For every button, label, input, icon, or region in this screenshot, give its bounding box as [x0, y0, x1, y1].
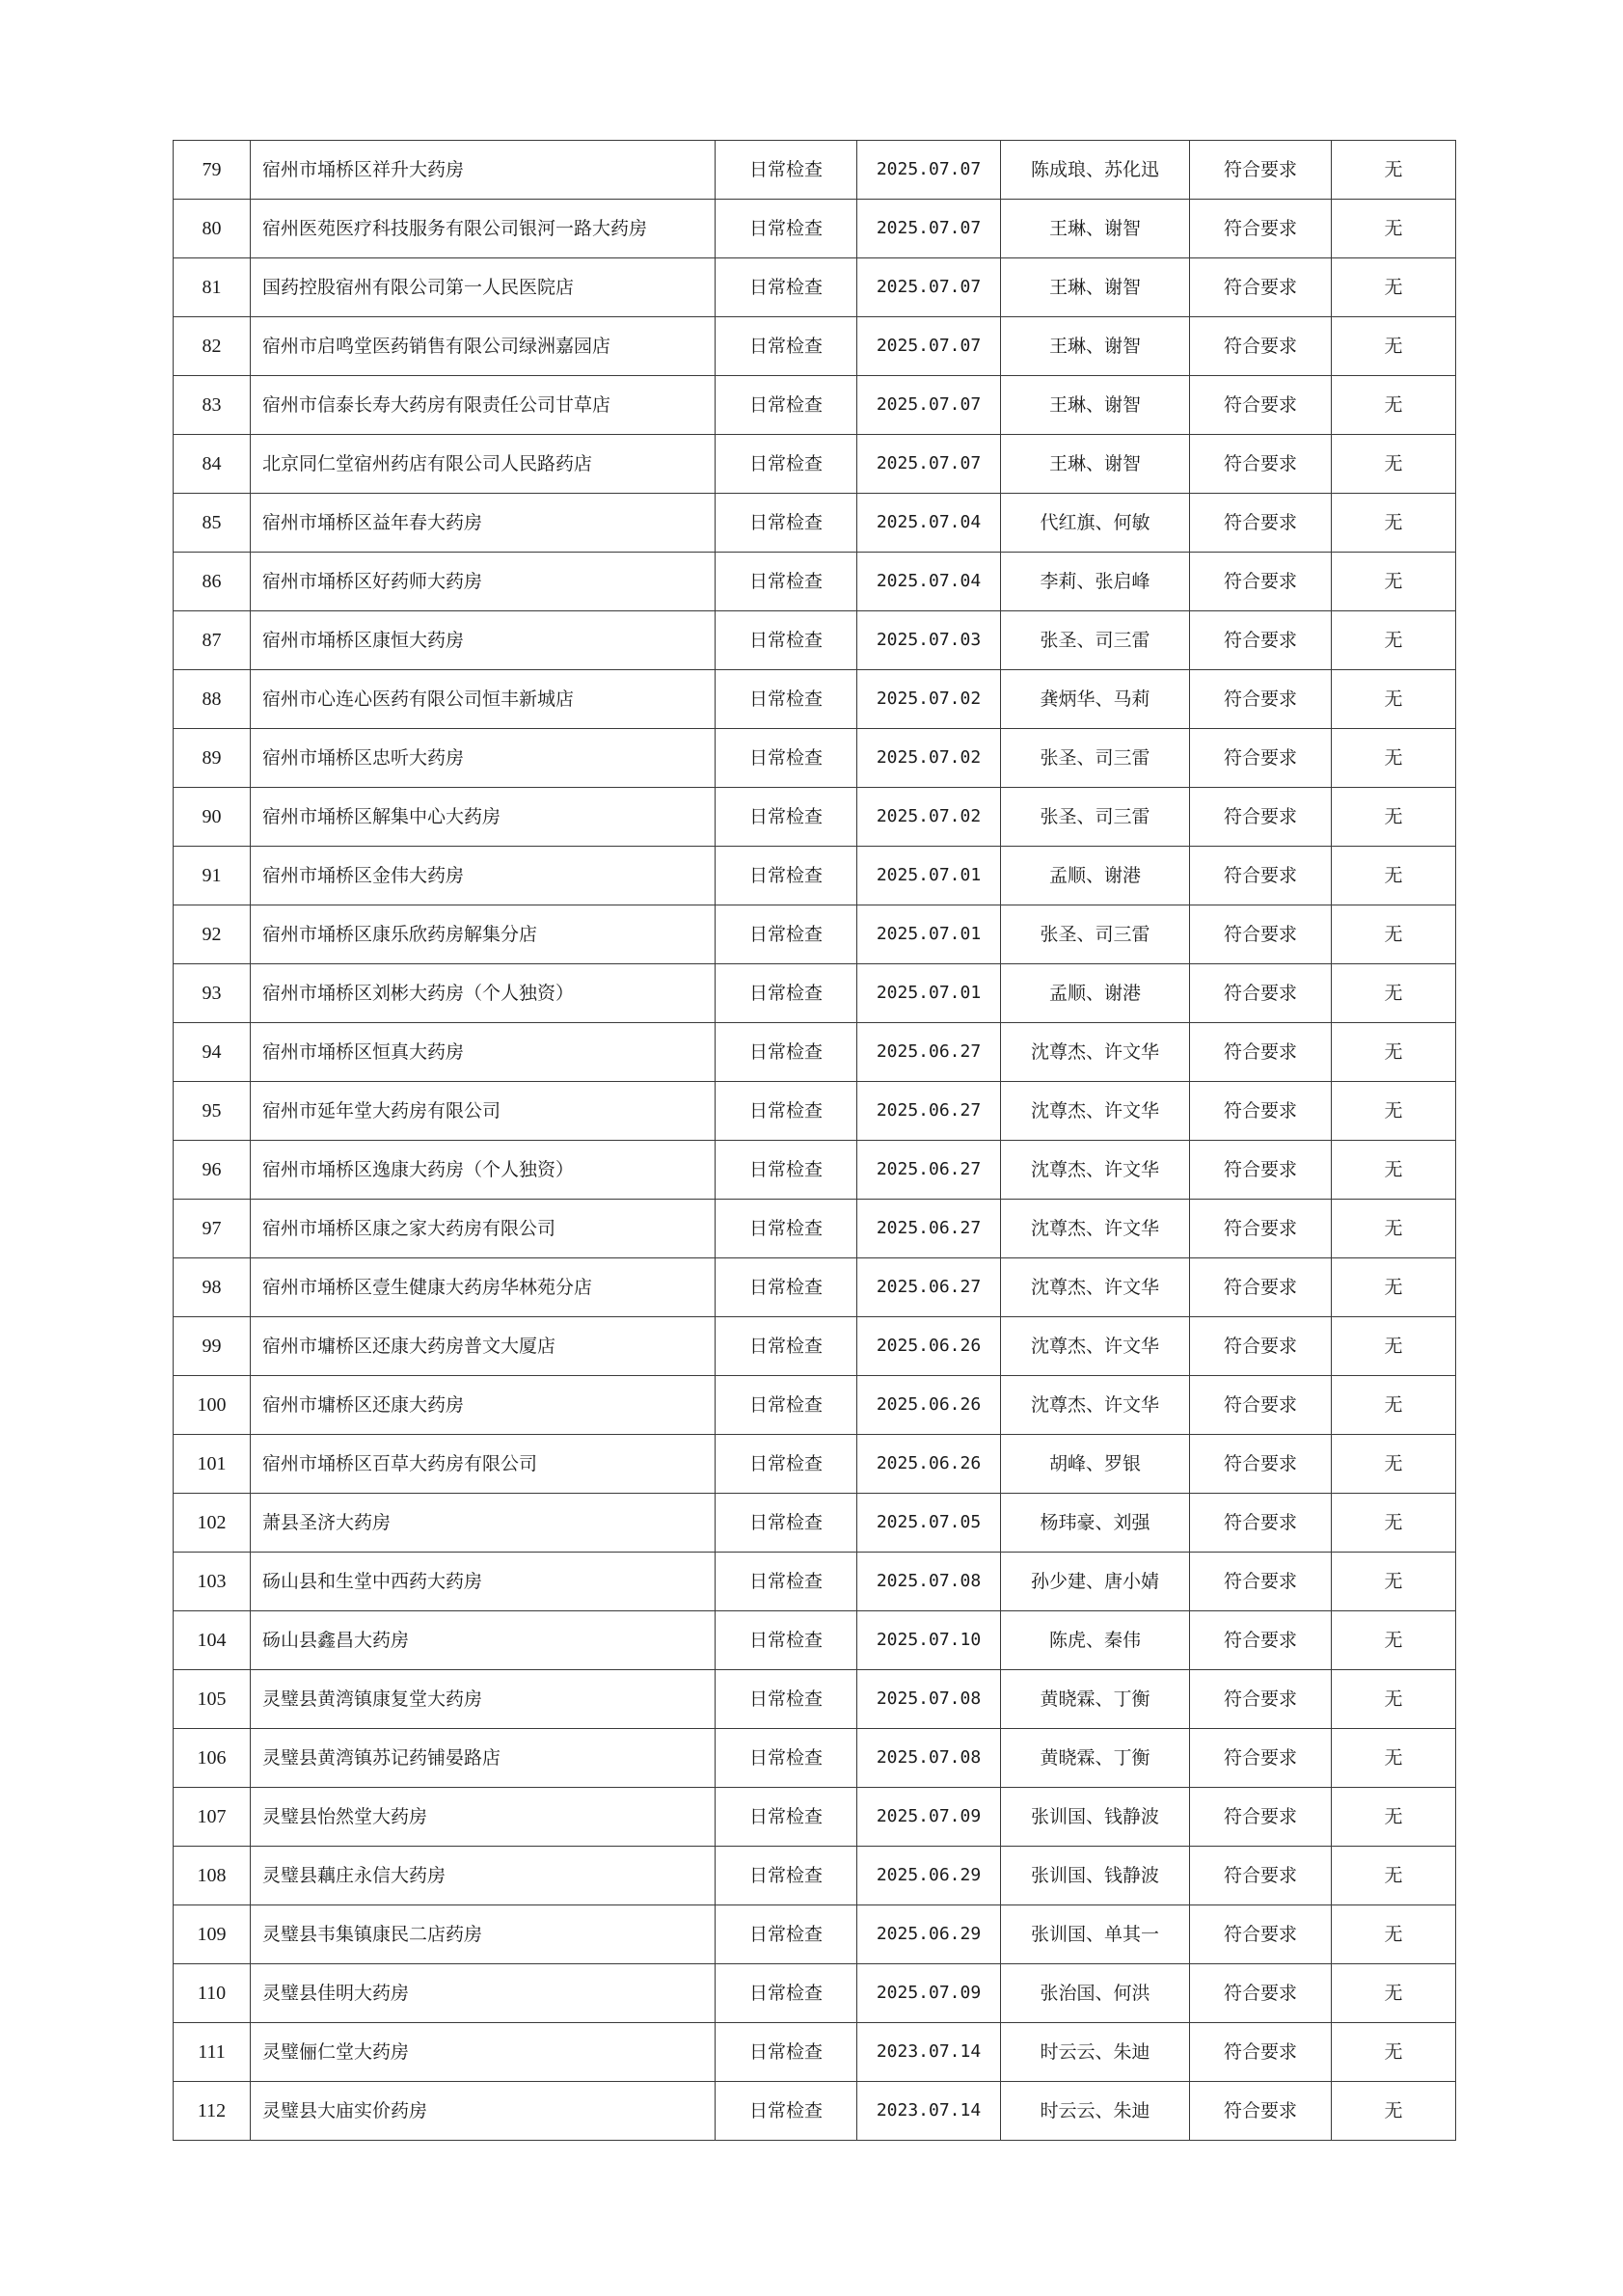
inspectors-cell: 张圣、司三雷 [1001, 905, 1190, 964]
inspectors-cell: 王琳、谢智 [1001, 258, 1190, 317]
inspection-result-cell: 符合要求 [1190, 847, 1332, 905]
table-row [174, 847, 1456, 905]
table-row [174, 611, 1456, 670]
inspection-result-cell: 符合要求 [1190, 1376, 1332, 1435]
inspection-date-cell: 2025.06.27 [857, 1141, 1001, 1200]
inspection-date-cell: 2025.06.27 [857, 1200, 1001, 1258]
inspection-type-cell: 日常检查 [716, 1611, 857, 1670]
inspection-result-cell: 符合要求 [1190, 494, 1332, 553]
inspection-result-cell: 符合要求 [1190, 1023, 1332, 1082]
inspection-type-cell: 日常检查 [716, 1317, 857, 1376]
row-number-cell: 98 [174, 1258, 251, 1317]
inspectors-cell: 张训国、单其一 [1001, 1905, 1190, 1964]
row-number-cell: 106 [174, 1729, 251, 1788]
table-row [174, 1553, 1456, 1611]
row-number-cell: 110 [174, 1964, 251, 2023]
issues-found-cell: 无 [1332, 435, 1456, 494]
issues-found-cell: 无 [1332, 1494, 1456, 1553]
inspection-date-cell: 2025.07.05 [857, 1494, 1001, 1553]
table-row [174, 1905, 1456, 1964]
issues-found-cell: 无 [1332, 2082, 1456, 2141]
row-number-cell: 93 [174, 964, 251, 1023]
inspection-type-cell: 日常检查 [716, 1082, 857, 1141]
inspection-date-cell: 2025.07.01 [857, 964, 1001, 1023]
row-number-cell: 108 [174, 1847, 251, 1905]
inspection-result-cell: 符合要求 [1190, 258, 1332, 317]
store-name-cell: 灵璧县韦集镇康民二店药房 [251, 1905, 716, 1964]
table-row [174, 435, 1456, 494]
inspection-type-cell: 日常检查 [716, 1435, 857, 1494]
table-row [174, 494, 1456, 553]
issues-found-cell: 无 [1332, 611, 1456, 670]
inspection-type-cell: 日常检查 [716, 1788, 857, 1847]
store-name-cell: 灵璧县佳明大药房 [251, 1964, 716, 2023]
store-name-cell: 宿州医苑医疗科技服务有限公司银河一路大药房 [251, 200, 716, 258]
inspectors-cell: 沈尊杰、许文华 [1001, 1317, 1190, 1376]
inspection-results-page [173, 140, 1455, 2141]
table-row [174, 670, 1456, 729]
table-row [174, 905, 1456, 964]
issues-found-cell: 无 [1332, 1258, 1456, 1317]
issues-found-cell: 无 [1332, 1670, 1456, 1729]
inspection-date-cell: 2025.07.07 [857, 376, 1001, 435]
row-number-cell: 85 [174, 494, 251, 553]
inspection-type-cell: 日常检查 [716, 1200, 857, 1258]
row-number-cell: 90 [174, 788, 251, 847]
table-row [174, 1258, 1456, 1317]
row-number-cell: 103 [174, 1553, 251, 1611]
inspection-result-cell: 符合要求 [1190, 376, 1332, 435]
inspection-result-cell: 符合要求 [1190, 1435, 1332, 1494]
inspection-result-cell: 符合要求 [1190, 1847, 1332, 1905]
issues-found-cell: 无 [1332, 1376, 1456, 1435]
table-row [174, 964, 1456, 1023]
inspection-result-cell: 符合要求 [1190, 1317, 1332, 1376]
inspection-type-cell: 日常检查 [716, 553, 857, 611]
row-number-cell: 97 [174, 1200, 251, 1258]
row-number-cell: 111 [174, 2023, 251, 2082]
inspection-date-cell: 2025.06.26 [857, 1317, 1001, 1376]
inspection-date-cell: 2025.07.07 [857, 258, 1001, 317]
store-name-cell: 宿州市埇桥区康恒大药房 [251, 611, 716, 670]
inspection-result-cell: 符合要求 [1190, 2023, 1332, 2082]
row-number-cell: 92 [174, 905, 251, 964]
store-name-cell: 宿州市墉桥区还康大药房 [251, 1376, 716, 1435]
inspection-date-cell: 2025.07.04 [857, 553, 1001, 611]
inspection-table [173, 140, 1456, 2141]
inspection-result-cell: 符合要求 [1190, 670, 1332, 729]
issues-found-cell: 无 [1332, 1788, 1456, 1847]
row-number-cell: 102 [174, 1494, 251, 1553]
inspection-date-cell: 2023.07.14 [857, 2023, 1001, 2082]
store-name-cell: 宿州市埇桥区康之家大药房有限公司 [251, 1200, 716, 1258]
issues-found-cell: 无 [1332, 1611, 1456, 1670]
issues-found-cell: 无 [1332, 1847, 1456, 1905]
inspection-date-cell: 2025.06.29 [857, 1905, 1001, 1964]
inspection-type-cell: 日常检查 [716, 258, 857, 317]
inspectors-cell: 陈虎、秦伟 [1001, 1611, 1190, 1670]
inspection-type-cell: 日常检查 [716, 317, 857, 376]
issues-found-cell: 无 [1332, 141, 1456, 200]
inspection-result-cell: 符合要求 [1190, 1258, 1332, 1317]
table-row [174, 553, 1456, 611]
store-name-cell: 萧县圣济大药房 [251, 1494, 716, 1553]
inspectors-cell: 张圣、司三雷 [1001, 729, 1190, 788]
issues-found-cell: 无 [1332, 1082, 1456, 1141]
inspection-result-cell: 符合要求 [1190, 435, 1332, 494]
inspection-date-cell: 2025.07.08 [857, 1729, 1001, 1788]
inspection-date-cell: 2025.07.02 [857, 729, 1001, 788]
issues-found-cell: 无 [1332, 1317, 1456, 1376]
table-row [174, 1788, 1456, 1847]
inspectors-cell: 张训国、钱静波 [1001, 1847, 1190, 1905]
table-row [174, 1729, 1456, 1788]
inspection-type-cell: 日常检查 [716, 611, 857, 670]
inspection-date-cell: 2025.07.01 [857, 847, 1001, 905]
inspection-result-cell: 符合要求 [1190, 141, 1332, 200]
inspection-result-cell: 符合要求 [1190, 1670, 1332, 1729]
issues-found-cell: 无 [1332, 964, 1456, 1023]
inspectors-cell: 沈尊杰、许文华 [1001, 1141, 1190, 1200]
inspection-type-cell: 日常检查 [716, 964, 857, 1023]
inspection-result-cell: 符合要求 [1190, 1729, 1332, 1788]
inspection-date-cell: 2025.07.07 [857, 200, 1001, 258]
inspection-result-cell: 符合要求 [1190, 1964, 1332, 2023]
inspection-type-cell: 日常检查 [716, 1141, 857, 1200]
inspection-date-cell: 2025.07.08 [857, 1553, 1001, 1611]
inspection-result-cell: 符合要求 [1190, 1494, 1332, 1553]
inspection-result-cell: 符合要求 [1190, 1082, 1332, 1141]
table-row [174, 200, 1456, 258]
inspection-date-cell: 2025.07.07 [857, 141, 1001, 200]
inspectors-cell: 胡峰、罗银 [1001, 1435, 1190, 1494]
issues-found-cell: 无 [1332, 905, 1456, 964]
table-row [174, 1611, 1456, 1670]
issues-found-cell: 无 [1332, 1729, 1456, 1788]
inspection-result-cell: 符合要求 [1190, 2082, 1332, 2141]
inspection-result-cell: 符合要求 [1190, 200, 1332, 258]
issues-found-cell: 无 [1332, 2023, 1456, 2082]
inspection-type-cell: 日常检查 [716, 1023, 857, 1082]
row-number-cell: 87 [174, 611, 251, 670]
row-number-cell: 88 [174, 670, 251, 729]
row-number-cell: 94 [174, 1023, 251, 1082]
inspection-type-cell: 日常检查 [716, 1729, 857, 1788]
inspection-result-cell: 符合要求 [1190, 1611, 1332, 1670]
row-number-cell: 107 [174, 1788, 251, 1847]
store-name-cell: 宿州市埇桥区刘彬大药房（个人独资） [251, 964, 716, 1023]
inspectors-cell: 沈尊杰、许文华 [1001, 1258, 1190, 1317]
inspectors-cell: 张圣、司三雷 [1001, 788, 1190, 847]
store-name-cell: 宿州市墉桥区还康大药房普文大厦店 [251, 1317, 716, 1376]
row-number-cell: 104 [174, 1611, 251, 1670]
store-name-cell: 宿州市埇桥区恒真大药房 [251, 1023, 716, 1082]
row-number-cell: 79 [174, 141, 251, 200]
inspectors-cell: 沈尊杰、许文华 [1001, 1023, 1190, 1082]
row-number-cell: 99 [174, 1317, 251, 1376]
inspection-result-cell: 符合要求 [1190, 1553, 1332, 1611]
inspectors-cell: 黄晓霖、丁衡 [1001, 1729, 1190, 1788]
table-row [174, 258, 1456, 317]
inspection-type-cell: 日常检查 [716, 2082, 857, 2141]
issues-found-cell: 无 [1332, 1905, 1456, 1964]
inspection-type-cell: 日常检查 [716, 788, 857, 847]
store-name-cell: 国药控股宿州有限公司第一人民医院店 [251, 258, 716, 317]
row-number-cell: 89 [174, 729, 251, 788]
issues-found-cell: 无 [1332, 1553, 1456, 1611]
store-name-cell: 灵璧俪仁堂大药房 [251, 2023, 716, 2082]
issues-found-cell: 无 [1332, 1141, 1456, 1200]
inspection-date-cell: 2025.07.09 [857, 1788, 1001, 1847]
inspectors-cell: 代红旗、何敏 [1001, 494, 1190, 553]
inspection-result-cell: 符合要求 [1190, 1200, 1332, 1258]
inspection-date-cell: 2025.07.10 [857, 1611, 1001, 1670]
table-row [174, 1317, 1456, 1376]
issues-found-cell: 无 [1332, 317, 1456, 376]
inspection-result-cell: 符合要求 [1190, 905, 1332, 964]
inspectors-cell: 时云云、朱迪 [1001, 2023, 1190, 2082]
row-number-cell: 96 [174, 1141, 251, 1200]
issues-found-cell: 无 [1332, 1435, 1456, 1494]
inspection-date-cell: 2025.07.08 [857, 1670, 1001, 1729]
issues-found-cell: 无 [1332, 847, 1456, 905]
inspectors-cell: 王琳、谢智 [1001, 200, 1190, 258]
inspection-date-cell: 2025.07.02 [857, 788, 1001, 847]
inspection-type-cell: 日常检查 [716, 200, 857, 258]
inspection-type-cell: 日常检查 [716, 1553, 857, 1611]
inspection-date-cell: 2025.07.01 [857, 905, 1001, 964]
inspectors-cell: 龚炳华、马莉 [1001, 670, 1190, 729]
table-row [174, 1964, 1456, 2023]
store-name-cell: 宿州市埇桥区益年春大药房 [251, 494, 716, 553]
store-name-cell: 北京同仁堂宿州药店有限公司人民路药店 [251, 435, 716, 494]
inspection-result-cell: 符合要求 [1190, 1141, 1332, 1200]
issues-found-cell: 无 [1332, 494, 1456, 553]
inspection-date-cell: 2025.06.26 [857, 1435, 1001, 1494]
inspection-result-cell: 符合要求 [1190, 729, 1332, 788]
inspection-type-cell: 日常检查 [716, 670, 857, 729]
inspectors-cell: 杨玮豪、刘强 [1001, 1494, 1190, 1553]
inspection-result-cell: 符合要求 [1190, 788, 1332, 847]
inspection-result-cell: 符合要求 [1190, 553, 1332, 611]
store-name-cell: 灵璧县怡然堂大药房 [251, 1788, 716, 1847]
inspectors-cell: 王琳、谢智 [1001, 376, 1190, 435]
table-body [174, 141, 1456, 2141]
inspection-date-cell: 2025.06.27 [857, 1023, 1001, 1082]
table-row [174, 1847, 1456, 1905]
store-name-cell: 宿州市信泰长寿大药房有限责任公司甘草店 [251, 376, 716, 435]
table-row [174, 1082, 1456, 1141]
issues-found-cell: 无 [1332, 1200, 1456, 1258]
issues-found-cell: 无 [1332, 670, 1456, 729]
table-row [174, 1435, 1456, 1494]
store-name-cell: 宿州市埇桥区金伟大药房 [251, 847, 716, 905]
row-number-cell: 81 [174, 258, 251, 317]
inspectors-cell: 王琳、谢智 [1001, 435, 1190, 494]
inspection-date-cell: 2025.06.29 [857, 1847, 1001, 1905]
issues-found-cell: 无 [1332, 788, 1456, 847]
inspection-type-cell: 日常检查 [716, 1376, 857, 1435]
store-name-cell: 宿州市埇桥区祥升大药房 [251, 141, 716, 200]
inspection-date-cell: 2023.07.14 [857, 2082, 1001, 2141]
row-number-cell: 101 [174, 1435, 251, 1494]
issues-found-cell: 无 [1332, 200, 1456, 258]
inspection-result-cell: 符合要求 [1190, 964, 1332, 1023]
table-row [174, 1200, 1456, 1258]
inspection-type-cell: 日常检查 [716, 729, 857, 788]
store-name-cell: 灵璧县藕庄永信大药房 [251, 1847, 716, 1905]
store-name-cell: 灵璧县黄湾镇康复堂大药房 [251, 1670, 716, 1729]
table-row [174, 2023, 1456, 2082]
table-row [174, 788, 1456, 847]
inspectors-cell: 孟顺、谢港 [1001, 964, 1190, 1023]
inspectors-cell: 沈尊杰、许文华 [1001, 1082, 1190, 1141]
table-row [174, 2082, 1456, 2141]
store-name-cell: 宿州市心连心医药有限公司恒丰新城店 [251, 670, 716, 729]
row-number-cell: 105 [174, 1670, 251, 1729]
store-name-cell: 宿州市埇桥区忠听大药房 [251, 729, 716, 788]
store-name-cell: 宿州市埇桥区壹生健康大药房华林苑分店 [251, 1258, 716, 1317]
table-row [174, 141, 1456, 200]
inspection-type-cell: 日常检查 [716, 1258, 857, 1317]
issues-found-cell: 无 [1332, 258, 1456, 317]
inspectors-cell: 黄晓霖、丁衡 [1001, 1670, 1190, 1729]
issues-found-cell: 无 [1332, 729, 1456, 788]
inspection-type-cell: 日常检查 [716, 1964, 857, 2023]
table-row [174, 317, 1456, 376]
issues-found-cell: 无 [1332, 1964, 1456, 2023]
inspectors-cell: 李莉、张启峰 [1001, 553, 1190, 611]
inspection-date-cell: 2025.07.09 [857, 1964, 1001, 2023]
row-number-cell: 112 [174, 2082, 251, 2141]
store-name-cell: 宿州市埇桥区解集中心大药房 [251, 788, 716, 847]
table-row [174, 376, 1456, 435]
inspection-type-cell: 日常检查 [716, 435, 857, 494]
inspection-result-cell: 符合要求 [1190, 611, 1332, 670]
inspectors-cell: 张治国、何洪 [1001, 1964, 1190, 2023]
store-name-cell: 宿州市埇桥区百草大药房有限公司 [251, 1435, 716, 1494]
inspectors-cell: 张训国、钱静波 [1001, 1788, 1190, 1847]
row-number-cell: 95 [174, 1082, 251, 1141]
table-row [174, 1376, 1456, 1435]
inspectors-cell: 张圣、司三雷 [1001, 611, 1190, 670]
table-row [174, 729, 1456, 788]
store-name-cell: 砀山县和生堂中西药大药房 [251, 1553, 716, 1611]
table-row [174, 1494, 1456, 1553]
store-name-cell: 宿州市埇桥区康乐欣药房解集分店 [251, 905, 716, 964]
inspection-date-cell: 2025.07.03 [857, 611, 1001, 670]
inspection-type-cell: 日常检查 [716, 905, 857, 964]
table-row [174, 1141, 1456, 1200]
inspection-date-cell: 2025.07.07 [857, 317, 1001, 376]
inspection-date-cell: 2025.07.04 [857, 494, 1001, 553]
inspection-type-cell: 日常检查 [716, 1847, 857, 1905]
issues-found-cell: 无 [1332, 553, 1456, 611]
inspection-result-cell: 符合要求 [1190, 317, 1332, 376]
row-number-cell: 83 [174, 376, 251, 435]
inspection-date-cell: 2025.06.27 [857, 1258, 1001, 1317]
row-number-cell: 84 [174, 435, 251, 494]
store-name-cell: 灵璧县大庙实价药房 [251, 2082, 716, 2141]
row-number-cell: 86 [174, 553, 251, 611]
store-name-cell: 宿州市埇桥区好药师大药房 [251, 553, 716, 611]
store-name-cell: 宿州市启鸣堂医药销售有限公司绿洲嘉园店 [251, 317, 716, 376]
row-number-cell: 80 [174, 200, 251, 258]
store-name-cell: 宿州市延年堂大药房有限公司 [251, 1082, 716, 1141]
row-number-cell: 109 [174, 1905, 251, 1964]
inspectors-cell: 陈成琅、苏化迅 [1001, 141, 1190, 200]
issues-found-cell: 无 [1332, 1023, 1456, 1082]
inspectors-cell: 孙少建、唐小婧 [1001, 1553, 1190, 1611]
row-number-cell: 82 [174, 317, 251, 376]
inspection-date-cell: 2025.07.02 [857, 670, 1001, 729]
inspection-type-cell: 日常检查 [716, 847, 857, 905]
table-row [174, 1670, 1456, 1729]
inspection-date-cell: 2025.06.26 [857, 1376, 1001, 1435]
inspectors-cell: 时云云、朱迪 [1001, 2082, 1190, 2141]
store-name-cell: 宿州市埇桥区逸康大药房（个人独资） [251, 1141, 716, 1200]
inspection-type-cell: 日常检查 [716, 1670, 857, 1729]
inspectors-cell: 沈尊杰、许文华 [1001, 1200, 1190, 1258]
inspection-type-cell: 日常检查 [716, 141, 857, 200]
row-number-cell: 91 [174, 847, 251, 905]
inspection-type-cell: 日常检查 [716, 376, 857, 435]
store-name-cell: 灵璧县黄湾镇苏记药铺晏路店 [251, 1729, 716, 1788]
issues-found-cell: 无 [1332, 376, 1456, 435]
inspection-result-cell: 符合要求 [1190, 1788, 1332, 1847]
row-number-cell: 100 [174, 1376, 251, 1435]
inspection-date-cell: 2025.06.27 [857, 1082, 1001, 1141]
inspection-date-cell: 2025.07.07 [857, 435, 1001, 494]
inspection-type-cell: 日常检查 [716, 2023, 857, 2082]
inspection-type-cell: 日常检查 [716, 1494, 857, 1553]
inspection-type-cell: 日常检查 [716, 494, 857, 553]
inspectors-cell: 沈尊杰、许文华 [1001, 1376, 1190, 1435]
inspectors-cell: 孟顺、谢港 [1001, 847, 1190, 905]
inspection-type-cell: 日常检查 [716, 1905, 857, 1964]
table-row [174, 1023, 1456, 1082]
store-name-cell: 砀山县鑫昌大药房 [251, 1611, 716, 1670]
inspection-result-cell: 符合要求 [1190, 1905, 1332, 1964]
inspectors-cell: 王琳、谢智 [1001, 317, 1190, 376]
